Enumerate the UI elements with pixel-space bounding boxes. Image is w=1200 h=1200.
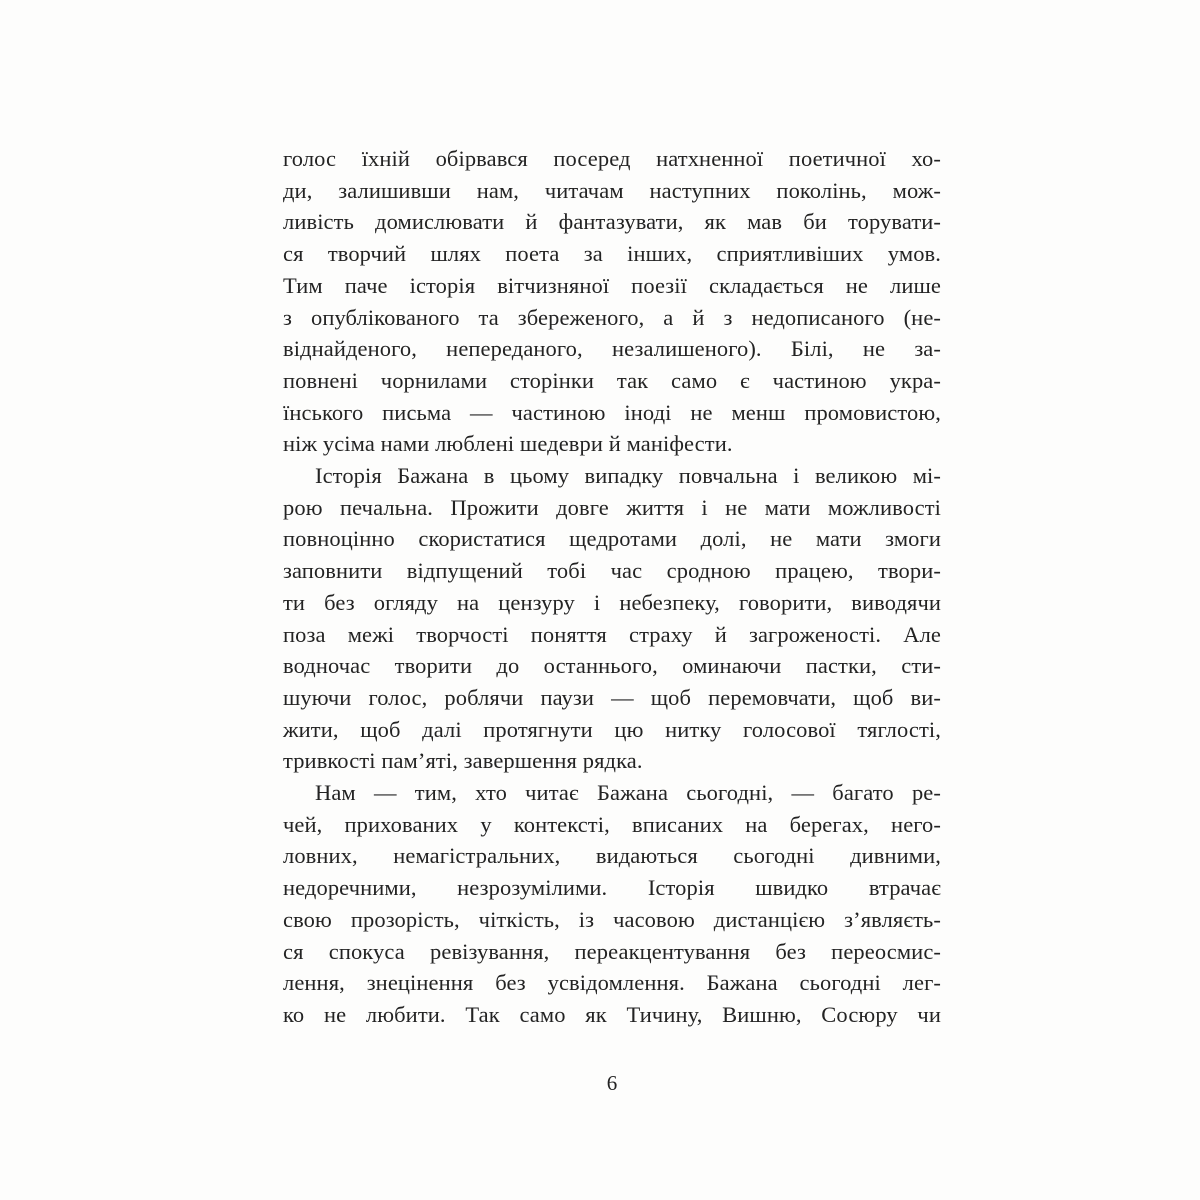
text-line: жити, щоб далі протягнути цю нитку голосової тяглості,: [283, 716, 941, 742]
paragraph: [283, 777, 941, 1031]
text-line: Нам — тим, хто читає Бажана сьогодні, — багато ре-: [315, 780, 941, 806]
text-line: водночас творити до останнього, оминаючи пастки, сти-: [283, 653, 941, 679]
text-line: заповнити відпущений тобі час сродною працею, твори-: [283, 558, 941, 584]
text-line: шуючи голос, роблячи паузи — щоб перемовчати, щоб ви-: [283, 684, 941, 710]
text-line: тривкості пам’яті, завершення рядка.: [283, 748, 643, 774]
text-line: голос їхній обірвався посеред натхненної поетичної хо-: [283, 146, 941, 171]
text-line: ко не любити. Так само як Тичину, Вишню, Сосюру чи: [283, 1001, 941, 1027]
text-line: віднайденого, непереданого, незалишеного). Білі, не за-: [283, 336, 941, 362]
text-line: чей, прихованих у контексті, вписаних на берегах, него-: [283, 811, 941, 837]
text-line: Історія Бажана в цьому випадку повчальна і великою мі-: [315, 463, 941, 489]
text-block: [283, 143, 941, 1031]
text-line: свою прозорість, чіткість, із часовою дистанцією з’являєть-: [283, 906, 941, 932]
text-line: ловних, немагістральних, видаються сьогодні дивними,: [283, 843, 941, 869]
paragraph: [283, 460, 941, 777]
text-line: з опублікованого та збереженого, а й з недописаного (не-: [283, 304, 941, 330]
text-line: повноцінно скористатися щедротами долі, не мати змоги: [283, 526, 941, 552]
text-line: ди, залишивши нам, читачам наступних поколінь, мож-: [283, 177, 941, 203]
text-line: ся спокуса ревізування, переакцентування без переосмис-: [283, 938, 941, 964]
page-number: 6: [606, 1071, 618, 1095]
text-line: лення, знецінення без усвідомлення. Бажана сьогодні лег-: [283, 970, 941, 996]
text-line: ся творчий шлях поета за інших, сприятливіших умов.: [283, 241, 941, 267]
text-line: ніж усіма нами люблені шедеври й маніфести.: [283, 431, 733, 457]
text-line: рою печальна. Прожити довге життя і не мати можливості: [283, 494, 941, 520]
text-line: їнського письма — частиною іноді не менш промовистою,: [283, 399, 941, 425]
text-line: повнені чорнилами сторінки так само є частиною укра-: [283, 367, 941, 393]
text-line: недоречними, незрозумілими. Історія швидко втрачає: [283, 875, 941, 901]
paragraph: [283, 143, 941, 460]
text-line: поза межі творчості поняття страху й загроженості. Але: [283, 621, 941, 647]
text-line: ти без огляду на цензуру і небезпеку, говорити, виводячи: [283, 589, 941, 615]
text-line: Тим паче історія вітчизняної поезії складається не лише: [283, 272, 941, 298]
text-line: ливість домислювати й фантазувати, як мав би торувати-: [283, 209, 941, 235]
